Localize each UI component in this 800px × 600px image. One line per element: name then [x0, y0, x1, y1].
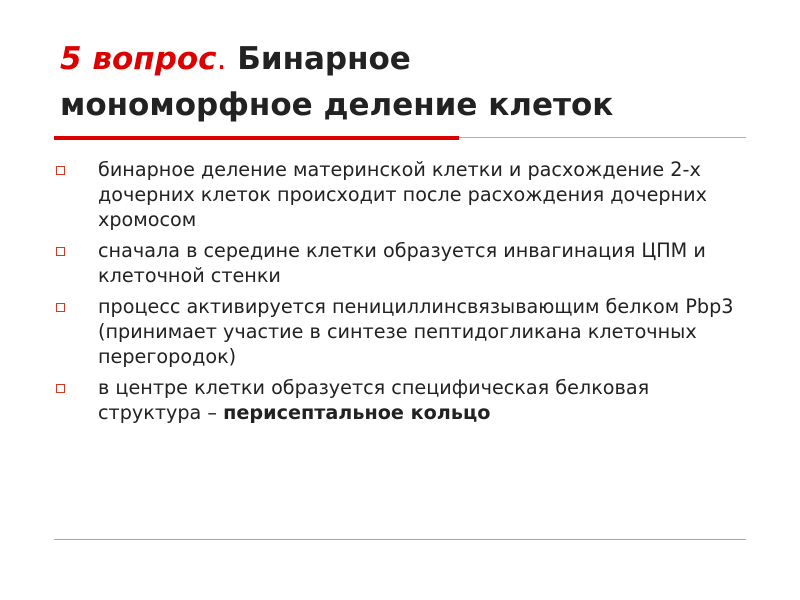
title-dot: . — [216, 41, 227, 77]
bullet-item — [52, 375, 752, 425]
title-divider — [54, 136, 746, 140]
square-bullet-icon — [56, 166, 65, 175]
bullet-text: сначала в середине клетки образуется инвагинация ЦПМ и клеточной стенки — [98, 239, 706, 287]
bullet-emphasis: перисептальное кольцо — [223, 401, 491, 424]
bullet-text: в центре клетки образуется специфическая белковая структура – — [98, 376, 650, 424]
bullet-item — [52, 294, 752, 369]
bullet-item — [52, 238, 752, 288]
bullet-item — [52, 157, 752, 232]
bullet-text: процесс активируется пенициллинсвязывающим белком Pbp3 (принимает участие в синтезе пептидогликана клеточных перегородок) — [98, 295, 734, 368]
square-bullet-icon — [56, 384, 65, 393]
square-bullet-icon — [56, 247, 65, 256]
square-bullet-icon — [56, 303, 65, 312]
slide-title — [60, 36, 760, 128]
title-divider-thin — [459, 137, 746, 138]
question-number: 5 вопрос — [60, 41, 217, 77]
title-line-1: Бинарное — [226, 41, 411, 77]
title-line-2: мономорфное деление клеток — [60, 87, 614, 123]
bullet-text: бинарное деление материнской клетки и расхождение 2-х дочерних клеток происходит после расхождения дочерних хромосом — [98, 158, 707, 231]
bullet-list — [52, 157, 752, 431]
title-divider-accent — [54, 136, 459, 140]
footer-divider — [54, 539, 746, 540]
